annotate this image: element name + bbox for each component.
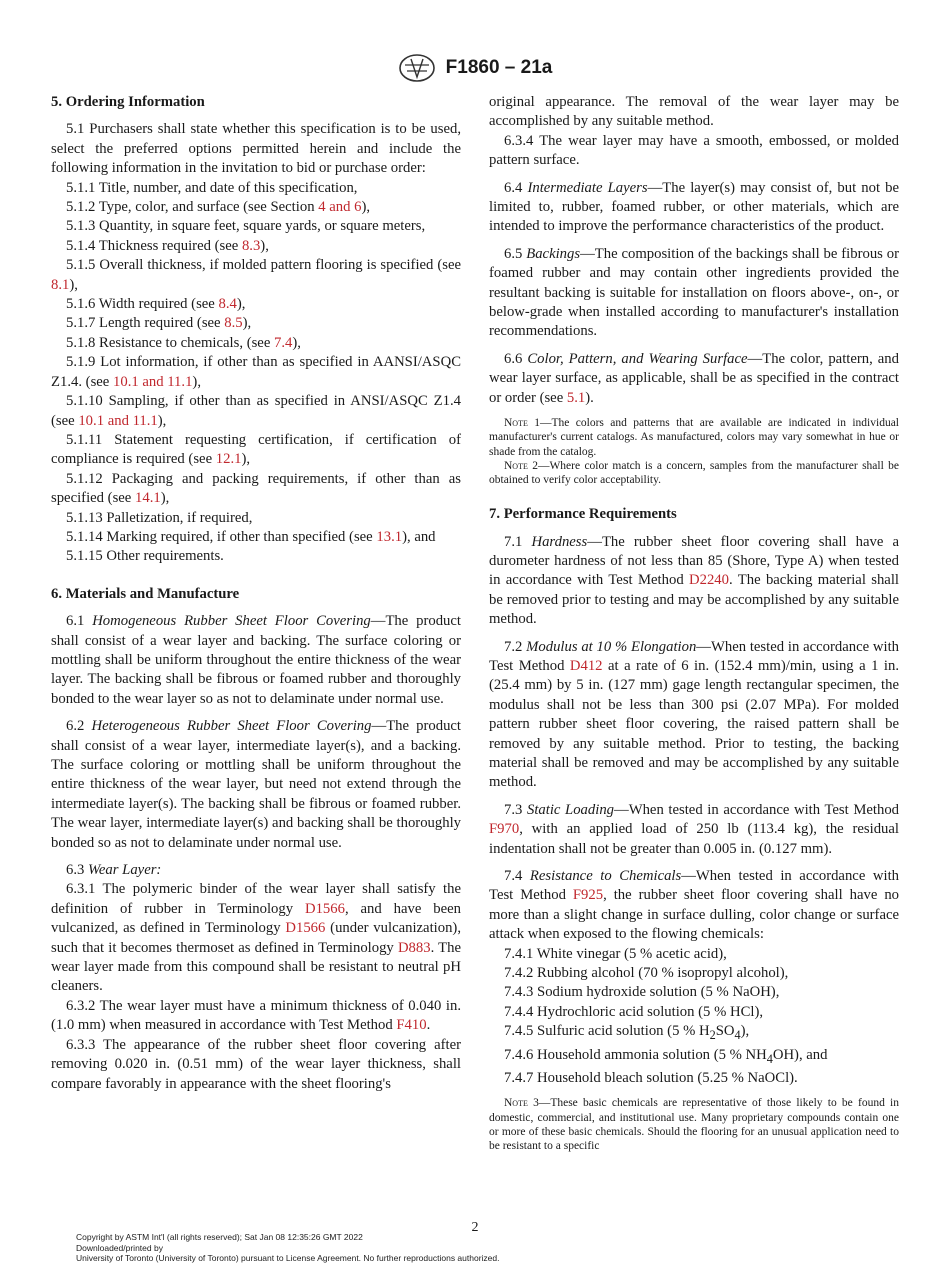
item-5-1-1: 5.1.1 Title, number, and date of this specification, (66, 179, 358, 196)
link-10-1-and-11-1-b[interactable]: 10.1 and 11.1 (78, 412, 158, 429)
link-13-1[interactable]: 13.1 (376, 528, 403, 545)
chemical-7-4-6: 7.4.6 Household ammonia solution (5 % $NH_4OH$), and (504, 1046, 828, 1066)
chemical-7-4-1: 7.4.1 White vinegar (5 % acetic acid), (504, 945, 727, 962)
copyright-footer (76, 1232, 500, 1264)
chemical-7-4-7: 7.4.7 Household bleach solution (5.25 % NaOCl). (504, 1069, 798, 1086)
link-f410[interactable]: F410 (396, 1017, 427, 1034)
paragraph-6-3-3-cont: original appearance. The removal of the wear layer may be accomplished by any suitable method. (489, 94, 899, 130)
paragraph-6-1: 6.1 Homogeneous Rubber Sheet Floor Covering—The product shall consist of a wear layer and backing. The surface coloring or mottling shall be uniform throughout the entire thickness of the wear layer. The backing shall be fibrous or foamed rubber and thoroughly bonded to the wear layer so as not to delaminate under normal use. (51, 613, 461, 707)
link-10-1-and-11-1[interactable]: 10.1 and 11.1 (113, 373, 193, 390)
link-d1566[interactable]: D1566 (304, 900, 345, 917)
left-column (51, 93, 461, 1094)
link-d883[interactable]: D883 (397, 939, 431, 956)
link-14-1[interactable]: 14.1 (135, 490, 161, 507)
link-d412[interactable]: D412 (569, 657, 603, 674)
item-5-1-14: 5.1.14 Marking required, if other than specified (see 13.1), and (66, 528, 436, 545)
paragraph-6-4: 6.4 Intermediate Layers—The layer(s) may consist of, but not be limited to, rubber, foamed rubber, or other materials, which are intended to improve the performance characteristics of the product. (489, 179, 899, 235)
link-f925[interactable]: F925 (572, 887, 604, 904)
chemical-7-4-3: 7.4.3 Sodium hydroxide solution (5 % NaOH), (504, 984, 780, 1001)
paragraph-6-3-3: 6.3.3 The appearance of the rubber sheet floor covering after removing 0.020 in. (0.51 mm) of the wear layer thickness, shall compare favorably in appearance with the sheet flooring's (51, 1036, 461, 1092)
item-5-1-8: 5.1.8 Resistance to chemicals, (see 7.4), (66, 334, 301, 351)
link-8-1[interactable]: 8.1 (51, 276, 70, 293)
chemical-7-4-2: 7.4.2 Rubbing alcohol (70 % isopropyl alcohol), (504, 965, 789, 982)
link-d2240[interactable]: D2240 (689, 572, 729, 589)
paragraph-7-2: 7.2 Modulus at 10 % Elongation—When tested in accordance with Test Method D412 at a rate of 6 in. (152.4 mm)/min, using a 1 in. (25.4 mm) by 5 in. (127 mm) gage length rectangular specimen, the modulus shall not be less than 300 psi (2.07 MPa). For molded pattern rubber sheet floor covering, the raised pattern shall be removed by any suitable method. Prior to testing, the backing material shall be removed and may be accomplished by any suitable method. (489, 638, 900, 791)
paragraph-6-2: 6.2 Heterogeneous Rubber Sheet Floor Covering—The product shall consist of a wear layer, intermediate layer(s), and a backing. The surface coloring or mottling shall be uniform throughout the entire thickness of the wear layer, but need not extend through the intermediate layer(s). The backing shall be fibrous or foamed rubber. The wear layer, intermediate layer(s) and backing shall be thoroughly bonded so as not to delaminate under normal use. (51, 718, 462, 851)
item-5-1-6: 5.1.6 Width required (see 8.4), (66, 296, 246, 313)
link-section-4-and-6[interactable]: 4 and 6 (318, 199, 362, 216)
link-12-1[interactable]: 12.1 (215, 451, 242, 468)
paragraph-6-3-2: 6.3.2 The wear layer must have a minimum thickness of 0.040 in. (1.0 mm) when measured in accordance with Test Method F410. (51, 997, 461, 1034)
link-8-4[interactable]: 8.4 (218, 296, 237, 313)
item-5-1-11: 5.1.11 Statement requesting certification, if certification of compliance is required (see 12.1), (51, 431, 461, 468)
standard-designation: F1860 – 21a (445, 57, 553, 78)
page-header (0, 53, 950, 83)
chemical-7-4-4: 7.4.4 Hydrochloric acid solution (5 % HCl), (504, 1003, 764, 1020)
link-d1566-b[interactable]: D1566 (285, 920, 326, 937)
right-column (489, 93, 899, 1153)
footer-line-2: Downloaded/printed by (76, 1242, 163, 1253)
item-5-1-3: 5.1.3 Quantity, in square feet, square yards, or square meters, (66, 218, 426, 235)
paragraph-7-3: 7.3 Static Loading—When tested in accordance with Test Method F970, with an applied load of 250 lb (113.4 kg), the residual indentation shall not be greater than 0.005 in. (0.127 mm). (489, 801, 900, 857)
link-8-3[interactable]: 8.3 (241, 237, 261, 254)
paragraph-7-4: 7.4 Resistance to Chemicals—When tested in accordance with Test Method F925, the rubber sheet floor covering shall have no more than a slight change in surface dulling, color change or surface attack when exposed to the flowing chemicals: (489, 868, 900, 943)
chemical-7-4-5: 7.4.5 Sulfuric acid solution (5 % $H_2SO_4$), (504, 1023, 750, 1043)
paragraph-6-6: 6.6 Color, Pattern, and Wearing Surface—The color, pattern, and wear layer surface, as applicable, shall be as specified in the contract or order (see 5.1). (489, 350, 899, 406)
item-5-1-5: 5.1.5 Overall thickness, if molded pattern flooring is specified (see 8.1), (51, 257, 461, 293)
paragraph-7-1: 7.1 Hardness—The rubber sheet floor covering shall have a durometer hardness of not less than 85 (Shore, Type A) when tested in accordance with Test Method D2240. The backing material shall be removed prior to testing and may be accomplished by any suitable method. (489, 533, 900, 628)
section-7-title: 7. Performance Requirements (489, 506, 677, 523)
paragraph-6-5: 6.5 Backings—The composition of the backings shall be fibrous or foamed rubber and may contain other ingredients provided the resultant backing is suitable for installation on floors above-, on-, or below-grade when installed according to manufacturer's installation recommendations. (489, 245, 899, 340)
footer-line-3: University of Toronto (University of Toronto) pursuant to License Agreement. No further reproductions authorized. (76, 1253, 500, 1264)
section-5-title: 5. Ordering Information (51, 94, 205, 110)
note-1: Note 1—The colors and patterns that are available are indicated in individual manufacturer's current catalogs. As manufactured, colors may vary somewhat in hue or shade from the catalog. (489, 417, 899, 458)
item-5-1-13: 5.1.13 Palletization, if required, (66, 509, 253, 526)
paragraph-6-3: 6.3 Wear Layer: (66, 862, 162, 879)
section-6-title: 6. Materials and Manufacture (51, 585, 240, 602)
page-number: 2 (471, 1220, 479, 1235)
footer-line-1: Copyright by ASTM Int'l (all rights reserved); Sat Jan 08 12:35:26 GMT 2022 (76, 1232, 363, 1242)
item-5-1-7: 5.1.7 Length required (see 8.5), (66, 315, 252, 332)
item-5-1-10: 5.1.10 Sampling, if other than as specified in ANSI/ASQC Z1.4 (see 10.1 and 11.1), (51, 393, 461, 429)
paragraph-6-3-1: 6.3.1 The polymeric binder of the wear layer shall satisfy the definition of rubber in Terminology D1566, and have been vulcanized, as defined in Terminology D1566 (under vulcanization), such that it becomes thermoset as defined in Terminology D883. The wear layer made from this compound shall be resistant to neutral pH cleaners. (51, 881, 461, 995)
link-7-4[interactable]: 7.4 (274, 334, 293, 351)
item-5-1-2: 5.1.2 Type, color, and surface (see Section 4 and 6), (66, 199, 371, 216)
paragraph-6-3-4: 6.3.4 The wear layer may have a smooth, embossed, or molded pattern surface. (489, 132, 899, 169)
item-5-1-12: 5.1.12 Packaging and packing requirements, if other than as specified (see 14.1), (51, 470, 461, 507)
item-5-1-9: 5.1.9 Lot information, if other than as specified in AANSI/ASQC Z1.4. (see 10.1 and 11.1), (51, 354, 461, 390)
note-2: Note 2—Where color match is a concern, samples from the manufacturer shall be obtained to verify color acceptability. (489, 459, 899, 486)
item-5-1-4: 5.1.4 Thickness required (see 8.3), (66, 237, 269, 254)
link-8-5[interactable]: 8.5 (224, 315, 243, 332)
astm-logo-icon (398, 53, 436, 83)
item-5-1-15: 5.1.15 Other requirements. (66, 548, 224, 565)
link-f970[interactable]: F970 (489, 821, 520, 838)
note-3: Note 3—These basic chemicals are representative of those likely to be found in domestic, commercial, and institutional use. Many proprietary compounds contain one or more of these basic chemicals. Should the flooring for an unusual application need to be resistant to a specific (489, 1097, 899, 1152)
link-5-1[interactable]: 5.1 (566, 389, 586, 406)
paragraph-5-1: 5.1 Purchasers shall state whether this specification is to be used, select the preferred options permitted herein and include the following information in the invitation to bid or purchase order: (51, 121, 461, 177)
